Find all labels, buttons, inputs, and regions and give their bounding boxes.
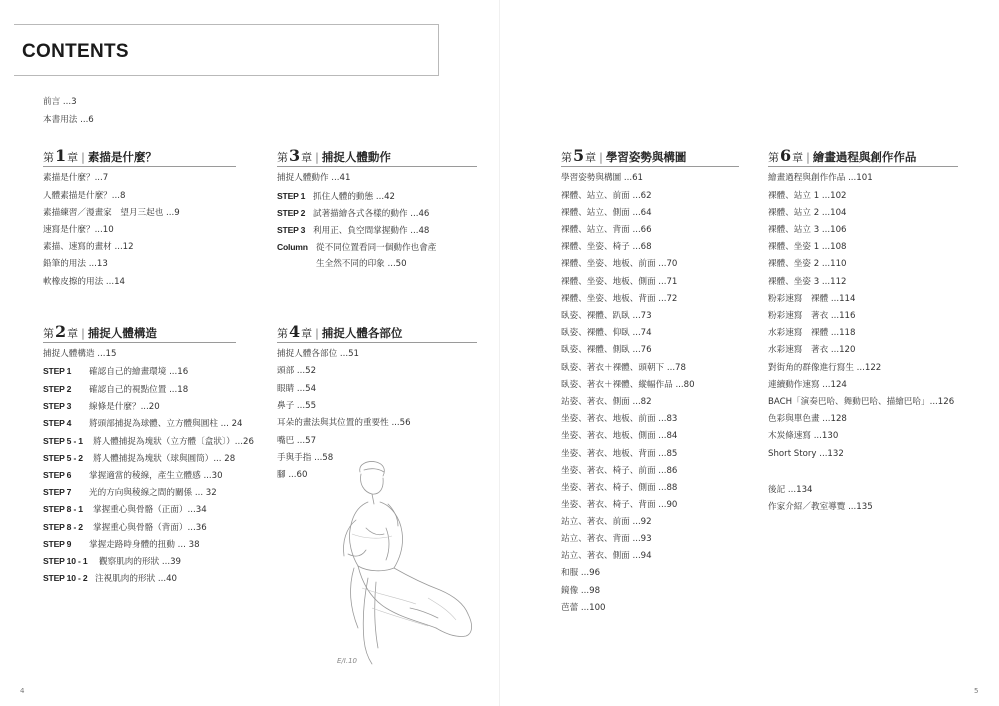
figure-sketch-illustration	[328, 458, 478, 670]
step-text: 注視肌肉的形狀 ...40	[95, 574, 178, 584]
toc-entry[interactable]: 臥姿、裸體、趴臥 ...73	[561, 311, 652, 321]
toc-entry[interactable]: 木炭條速寫 ...130	[768, 431, 839, 441]
chapter-3-heading[interactable]: 第3章 | 捕捉人體動作	[277, 146, 391, 165]
chapter-suffix: 章	[792, 151, 804, 164]
toc-entry[interactable]: 連續動作速寫 ...124	[768, 380, 847, 390]
step-label: STEP 6	[43, 470, 72, 480]
toc-entry[interactable]: 裸體、坐姿、地板、背面 ...72	[561, 294, 678, 304]
chapter-prefix: 第	[277, 151, 288, 164]
toc-entry[interactable]: 裸體、站立、前面 ...62	[561, 191, 652, 201]
toc-entry-afterword[interactable]: 後記 ...134	[768, 485, 813, 495]
chapter-title: 學習姿勢與構圖	[605, 150, 687, 164]
step-text: 將頭部捕捉為球體、立方體與圓柱 ... 24	[89, 419, 243, 429]
toc-entry[interactable]: BACH「演奏巴哈、舞動巴哈、描繪巴哈」...126	[768, 397, 955, 407]
toc-entry-step[interactable]	[43, 556, 181, 568]
toc-entry[interactable]: 色彩與單色畫 ...128	[768, 414, 847, 424]
toc-entry[interactable]: 坐姿、著衣、椅子、背面 ...90	[561, 500, 678, 510]
chapter-title: 素描是什麼？	[87, 150, 157, 164]
chapter-title: 捕捉人體各部位	[321, 326, 403, 340]
step-text: 確認自己的視點位置 ...18	[89, 385, 189, 395]
step-label: STEP 1	[43, 366, 72, 376]
chapter-2-rule	[43, 342, 236, 343]
toc-entry-step[interactable]	[277, 191, 395, 203]
chapter-title: 繪畫過程與創作作品	[812, 150, 917, 164]
toc-entry[interactable]: 裸體、坐姿、椅子 ...68	[561, 242, 652, 252]
toc-entry-step[interactable]	[43, 539, 200, 551]
toc-entry[interactable]: 捕捉人體各部位 ...51	[277, 349, 360, 359]
toc-entry[interactable]: 素描、速寫的畫材 ...12	[43, 242, 134, 252]
toc-entry[interactable]: 臥姿、裸體、仰臥 ...74	[561, 328, 652, 338]
page-number-right: 5	[974, 687, 979, 695]
toc-entry-step[interactable]	[277, 208, 429, 220]
chapter-number: 2	[55, 322, 67, 341]
chapter-prefix: 第	[43, 151, 54, 164]
chapter-5-heading[interactable]: 第5章 | 學習姿勢與構圖	[561, 146, 687, 165]
toc-entry-step[interactable]	[43, 453, 235, 465]
toc-entry-step[interactable]	[43, 418, 243, 430]
toc-entry[interactable]: 裸體、坐姿、地板、側面 ...71	[561, 277, 678, 287]
toc-entry[interactable]: 坐姿、著衣、地板、背面 ...85	[561, 449, 678, 459]
toc-entry[interactable]: 水彩速寫 著衣 ...120	[768, 345, 856, 355]
toc-entry[interactable]: 裸體、站立、背面 ...66	[561, 225, 652, 235]
step-label: Column	[277, 242, 308, 252]
chapter-3-rule	[277, 166, 477, 167]
toc-entry[interactable]: Short Story ...132	[768, 449, 844, 459]
step-text: 利用正、負空間掌握動作 ...48	[313, 226, 430, 236]
step-label: STEP 3	[43, 401, 72, 411]
toc-entry[interactable]: 眼睛 ...54	[277, 384, 317, 394]
toc-entry[interactable]: 繪畫過程與創作作品 ...101	[768, 173, 873, 183]
toc-entry[interactable]: 臥姿、著衣＋裸體、縱幅作品 ...80	[561, 380, 695, 390]
chapter-suffix: 章	[67, 151, 79, 164]
toc-entry[interactable]: 人體素描是什麼？...8	[43, 191, 126, 201]
chapter-1-rule	[43, 166, 236, 167]
chapter-number: 5	[573, 146, 585, 165]
toc-entry[interactable]: 速寫是什麼？...10	[43, 225, 114, 235]
step-label: STEP 2	[277, 208, 306, 218]
chapter-title: 捕捉人體構造	[87, 326, 157, 340]
chapter-prefix: 第	[561, 151, 572, 164]
chapter-number: 6	[780, 146, 792, 165]
toc-entry[interactable]: 學習姿勢與構圖 ...61	[561, 173, 644, 183]
chapter-prefix: 第	[43, 327, 54, 340]
step-text: 光的方向與稜線之間的關係 ... 32	[89, 488, 217, 498]
step-text: 掌握重心與骨骼（背面）...36	[93, 523, 207, 533]
page-gutter	[499, 0, 500, 706]
toc-entry[interactable]: 素描是什麼？...7	[43, 173, 109, 183]
chapter-prefix: 第	[277, 327, 288, 340]
toc-entry-step[interactable]	[43, 401, 160, 413]
chapter-6-rule	[768, 166, 958, 167]
toc-entry[interactable]: 腳 ...60	[277, 470, 308, 480]
toc-entry[interactable]: 捕捉人體構造 ...15	[43, 349, 117, 359]
step-label: STEP 8 - 2	[43, 522, 83, 532]
chapter-6-heading[interactable]: 第6章 | 繪畫過程與創作作品	[768, 146, 917, 165]
toc-entry[interactable]: 坐姿、著衣、地板、側面 ...84	[561, 431, 678, 441]
page-number-left: 4	[20, 687, 25, 695]
step-text: 線條是什麼？...20	[89, 402, 160, 412]
step-text: 掌握適當的稜線，產生立體感 ...30	[89, 471, 223, 481]
toc-entry-how-to-use[interactable]: 本書用法 ...6	[43, 115, 94, 125]
chapter-suffix: 章	[301, 151, 313, 164]
chapter-number: 3	[289, 146, 301, 165]
step-text: 掌握重心與骨骼（正面）...34	[93, 505, 207, 515]
toc-entry[interactable]: 裸體、坐姿 3 ...112	[768, 277, 847, 287]
chapter-4-rule	[277, 342, 477, 343]
toc-entry[interactable]: 嘴巴 ...57	[277, 436, 317, 446]
step-label: STEP 9	[43, 539, 72, 549]
step-label: STEP 8 - 1	[43, 504, 83, 514]
step-text: 掌握走路時身體的扭動 ... 38	[89, 540, 200, 550]
chapter-suffix: 章	[301, 327, 313, 340]
toc-entry-step[interactable]	[43, 522, 207, 534]
step-label: STEP 10 - 1	[43, 556, 88, 566]
toc-entry-step[interactable]	[43, 366, 188, 378]
step-text: 試著描繪各式各樣的動作 ...46	[313, 209, 430, 219]
step-text: 抓住人體的動態 ...42	[313, 192, 396, 202]
figure-caption: E/I.10	[337, 657, 357, 665]
toc-entry[interactable]: 坐姿、著衣、椅子、前面 ...86	[561, 466, 678, 476]
toc-entry[interactable]: 裸體、站立 3 ...106	[768, 225, 847, 235]
toc-entry[interactable]: 站立、著衣、前面 ...92	[561, 517, 652, 527]
toc-entry[interactable]: 水彩速寫 裸體 ...118	[768, 328, 856, 338]
toc-entry[interactable]: 軟橡皮擦的用法 ...14	[43, 277, 126, 287]
step-label: STEP 5 - 2	[43, 453, 83, 463]
toc-entry[interactable]: 裸體、站立、側面 ...64	[561, 208, 652, 218]
toc-entry[interactable]: 裸體、站立 1 ...102	[768, 191, 847, 201]
toc-entry[interactable]: 粉彩速寫 裸體 ...114	[768, 294, 856, 304]
step-label: STEP 7	[43, 487, 72, 497]
toc-entry[interactable]: 坐姿、著衣、地板、前面 ...83	[561, 414, 678, 424]
step-label: STEP 1	[277, 191, 306, 201]
step-text: 觀察肌肉的形狀 ...39	[99, 557, 182, 567]
toc-entry[interactable]: 素描練習／漫畫家 望月三起也 ...9	[43, 208, 180, 218]
toc-entry[interactable]: 鏡像 ...98	[561, 586, 601, 596]
chapter-number: 4	[289, 322, 301, 341]
chapter-4-heading[interactable]: 第4章 | 捕捉人體各部位	[277, 322, 403, 341]
toc-entry[interactable]: 坐姿、著衣、椅子、側面 ...88	[561, 483, 678, 493]
toc-entry[interactable]: 芭蕾 ...100	[561, 603, 606, 613]
toc-entry-step[interactable]	[277, 242, 436, 254]
toc-entry[interactable]: 站立、著衣、背面 ...93	[561, 534, 652, 544]
toc-entry[interactable]: 頭部 ...52	[277, 366, 317, 376]
step-text: 將人體捕捉為塊狀（立方體〔盒狀〕）...26	[93, 437, 254, 447]
toc-entry-continued[interactable]: 生全然不同的印象 ...50	[316, 259, 407, 269]
toc-entry[interactable]: 裸體、坐姿、地板、前面 ...70	[561, 259, 678, 269]
step-text: 從不同位置看同一個動作也會產	[316, 243, 437, 253]
toc-entry-step[interactable]	[43, 436, 254, 448]
toc-entry[interactable]: 手與手指 ...58	[277, 453, 334, 463]
chapter-2-heading[interactable]: 第2章 | 捕捉人體構造	[43, 322, 157, 341]
step-label: STEP 10 - 2	[43, 573, 88, 583]
step-text: 確認自己的繪畫環境 ...16	[89, 367, 189, 377]
chapter-1-heading[interactable]: 第1章 | 素描是什麼？	[43, 146, 157, 165]
toc-entry-preface[interactable]: 前言 ...3	[43, 97, 77, 107]
toc-entry[interactable]: 裸體、坐姿 2 ...110	[768, 259, 847, 269]
toc-entry[interactable]: 耳朵的畫法與其位置的重要性 ...56	[277, 418, 411, 428]
toc-entry[interactable]: 鼻子 ...55	[277, 401, 317, 411]
toc-entry-step[interactable]	[43, 573, 177, 585]
toc-entry[interactable]: 臥姿、裸體、側臥 ...76	[561, 345, 652, 355]
page-title: CONTENTS	[22, 41, 129, 62]
chapter-5-rule	[561, 166, 739, 167]
step-label: STEP 4	[43, 418, 72, 428]
step-label: STEP 2	[43, 384, 72, 394]
step-label: STEP 3	[277, 225, 306, 235]
toc-entry-step[interactable]	[43, 384, 188, 396]
chapter-suffix: 章	[67, 327, 79, 340]
toc-entry[interactable]: 粉彩速寫 著衣 ...116	[768, 311, 856, 321]
toc-entry[interactable]: 捕捉人體動作 ...41	[277, 173, 351, 183]
step-label: STEP 5 - 1	[43, 436, 83, 446]
toc-entry[interactable]: 裸體、站立 2 ...104	[768, 208, 847, 218]
toc-entry[interactable]: 站姿、著衣、側面 ...82	[561, 397, 652, 407]
chapter-prefix: 第	[768, 151, 779, 164]
toc-entry[interactable]: 對街角的群像進行寫生 ...122	[768, 363, 882, 373]
toc-entry-step[interactable]	[43, 487, 217, 499]
chapter-title: 捕捉人體動作	[321, 150, 391, 164]
toc-entry-step[interactable]	[43, 470, 223, 482]
toc-entry-step[interactable]	[277, 225, 429, 237]
toc-entry[interactable]: 和服 ...96	[561, 568, 601, 578]
toc-entry-step[interactable]	[43, 504, 207, 516]
toc-entry-author-info[interactable]: 作家介紹／教室導覽 ...135	[768, 502, 873, 512]
step-text: 將人體捕捉為塊狀（球與圓筒）... 28	[93, 454, 236, 464]
toc-entry[interactable]: 臥姿、著衣＋裸體、頭朝下 ...78	[561, 363, 686, 373]
chapter-number: 1	[55, 146, 67, 165]
toc-entry[interactable]: 裸體、坐姿 1 ...108	[768, 242, 847, 252]
toc-entry[interactable]: 站立、著衣、側面 ...94	[561, 551, 652, 561]
toc-entry[interactable]: 鉛筆的用法 ...13	[43, 259, 108, 269]
chapter-suffix: 章	[585, 151, 597, 164]
